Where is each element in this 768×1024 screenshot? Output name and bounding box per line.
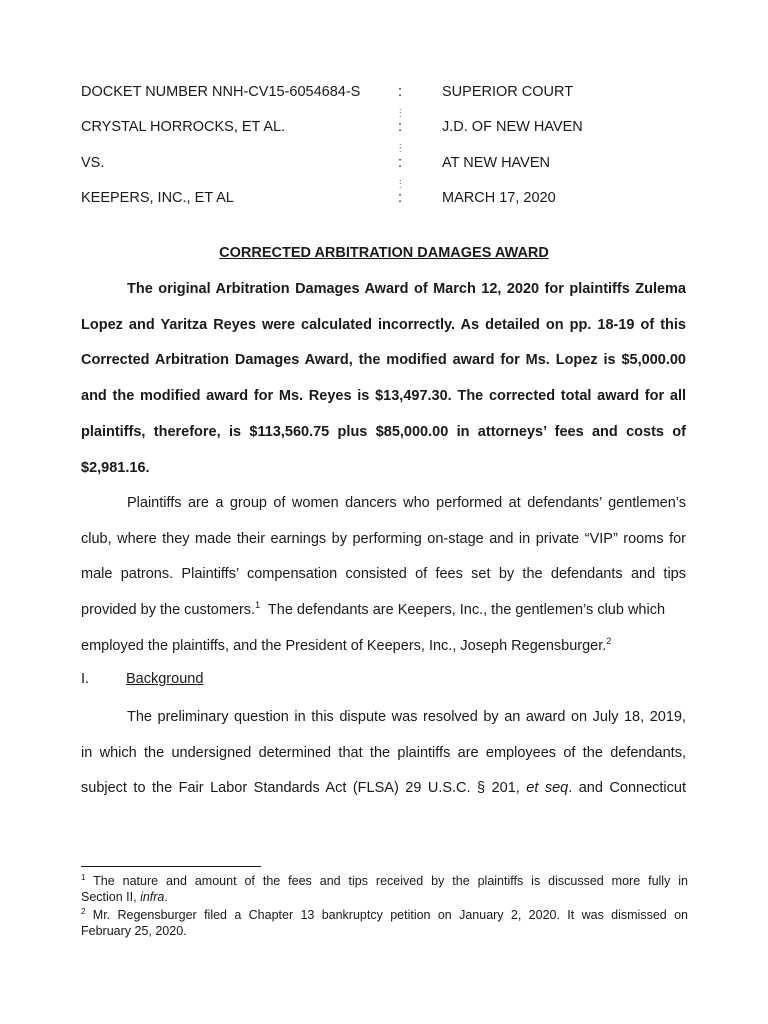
paragraph-line: in which the undersigned determined that the plaintiffs are employees of the defendants, — [81, 744, 686, 761]
paragraph-line: male patrons. Plaintiffs’ compensation consisted of fees set by the defendants and tips — [81, 566, 686, 583]
paragraph-line: $2,981.16. — [81, 459, 150, 476]
footnote-1 — [81, 873, 688, 905]
paragraph-line — [81, 593, 686, 629]
line-text: subject to the Fair Labor Standards Act (FLSA) 29 U.S.C. § 201, — [81, 780, 527, 797]
caption-separator-dots: . : — [399, 102, 402, 119]
document-title: CORRECTED ARBITRATION DAMAGES AWARD — [219, 245, 549, 261]
paragraph-line: The original Arbitration Damages Award of March 12, 2020 for plaintiffs Zulema — [127, 281, 686, 297]
footnote-ref-1[interactable]: 1 — [255, 600, 261, 611]
footnote-text: Section II, — [81, 890, 141, 904]
footnote-text: Mr. Regensburger filed a Chapter 13 bankruptcy petition on January 2, 2020. It was dismissed on — [85, 908, 688, 922]
caption-separator-dots: . : — [399, 137, 402, 154]
versus-label: VS. — [81, 155, 105, 171]
footnote-mark: 2 — [81, 906, 86, 916]
footnote-ref-2[interactable]: 2 — [606, 635, 612, 646]
plaintiffs-paragraph — [81, 486, 686, 665]
court-location: AT NEW HAVEN — [442, 155, 550, 171]
footnote-mark: 1 — [81, 872, 86, 882]
paragraph-line: and the modified award for Ms. Reyes is $13,497.30. The corrected total award for all — [81, 388, 686, 405]
caption-colon: : — [398, 190, 403, 206]
footnote-2 — [81, 907, 688, 939]
caption-row-versus — [81, 155, 691, 179]
paragraph-line — [81, 771, 686, 807]
background-paragraph — [81, 700, 686, 807]
line-text: provided by the customers. — [81, 602, 256, 619]
line-text: The defendants are Keepers, Inc., the gentlemen’s club which — [260, 602, 666, 619]
footnotes — [81, 873, 688, 939]
paragraph-line: Plaintiffs are a group of women dancers who performed at defendants’ gentlemen’s — [127, 495, 686, 511]
footnote-line — [81, 873, 688, 889]
paragraph-line: club, where they made their earnings by performing on-stage and in private “VIP” rooms for — [81, 530, 686, 547]
plaintiff-name: CRYSTAL HORROCKS, ET AL. — [81, 119, 286, 135]
caption-separator-dots: . : — [399, 173, 402, 190]
section-number: I. — [81, 671, 90, 687]
correction-paragraph — [81, 272, 686, 486]
footnote-line — [81, 889, 688, 905]
paragraph-line: The preliminary question in this dispute was resolved by an award on July 18, 2019, — [127, 709, 686, 725]
caption-colon: : — [398, 84, 403, 100]
footnote-line — [81, 907, 688, 923]
footnote-text: . — [164, 890, 168, 904]
document-date: MARCH 17, 2020 — [442, 190, 556, 206]
judicial-district: J.D. OF NEW HAVEN — [442, 119, 583, 135]
caption-colon: : — [398, 119, 403, 135]
caption-colon: : — [398, 155, 403, 171]
paragraph-line — [81, 629, 686, 665]
footnote-text: The nature and amount of the fees and tips received by the plaintiffs is discussed more fully in — [85, 874, 688, 888]
section-title: Background — [126, 671, 204, 687]
docket-number: DOCKET NUMBER NNH-CV15-6054684-S — [81, 84, 361, 100]
paragraph-line: Lopez and Yaritza Reyes were calculated incorrectly. As detailed on pp. 18-19 of this — [81, 316, 686, 333]
footnote-italic: infra — [140, 890, 165, 904]
caption-row-docket — [81, 84, 691, 108]
line-text: . and Connecticut — [568, 780, 686, 797]
paragraph-line: plaintiffs, therefore, is $113,560.75 plus $85,000.00 in attorneys’ fees and costs of — [81, 423, 686, 440]
caption-row-plaintiff — [81, 119, 691, 143]
footnote-line — [81, 923, 688, 939]
paragraph-line: Corrected Arbitration Damages Award, the modified award for Ms. Lopez is $5,000.00 — [81, 352, 686, 369]
line-text: employed the plaintiffs, and the President of Keepers, Inc., Joseph Regensburger. — [81, 637, 607, 654]
caption-row-defendant — [81, 190, 691, 214]
line-italic: et seq — [526, 780, 569, 797]
footnote-text: February 25, 2020. — [81, 924, 187, 938]
footnote-divider — [81, 866, 261, 867]
defendant-name: KEEPERS, INC., ET AL — [81, 190, 234, 206]
court-name: SUPERIOR COURT — [442, 84, 574, 100]
